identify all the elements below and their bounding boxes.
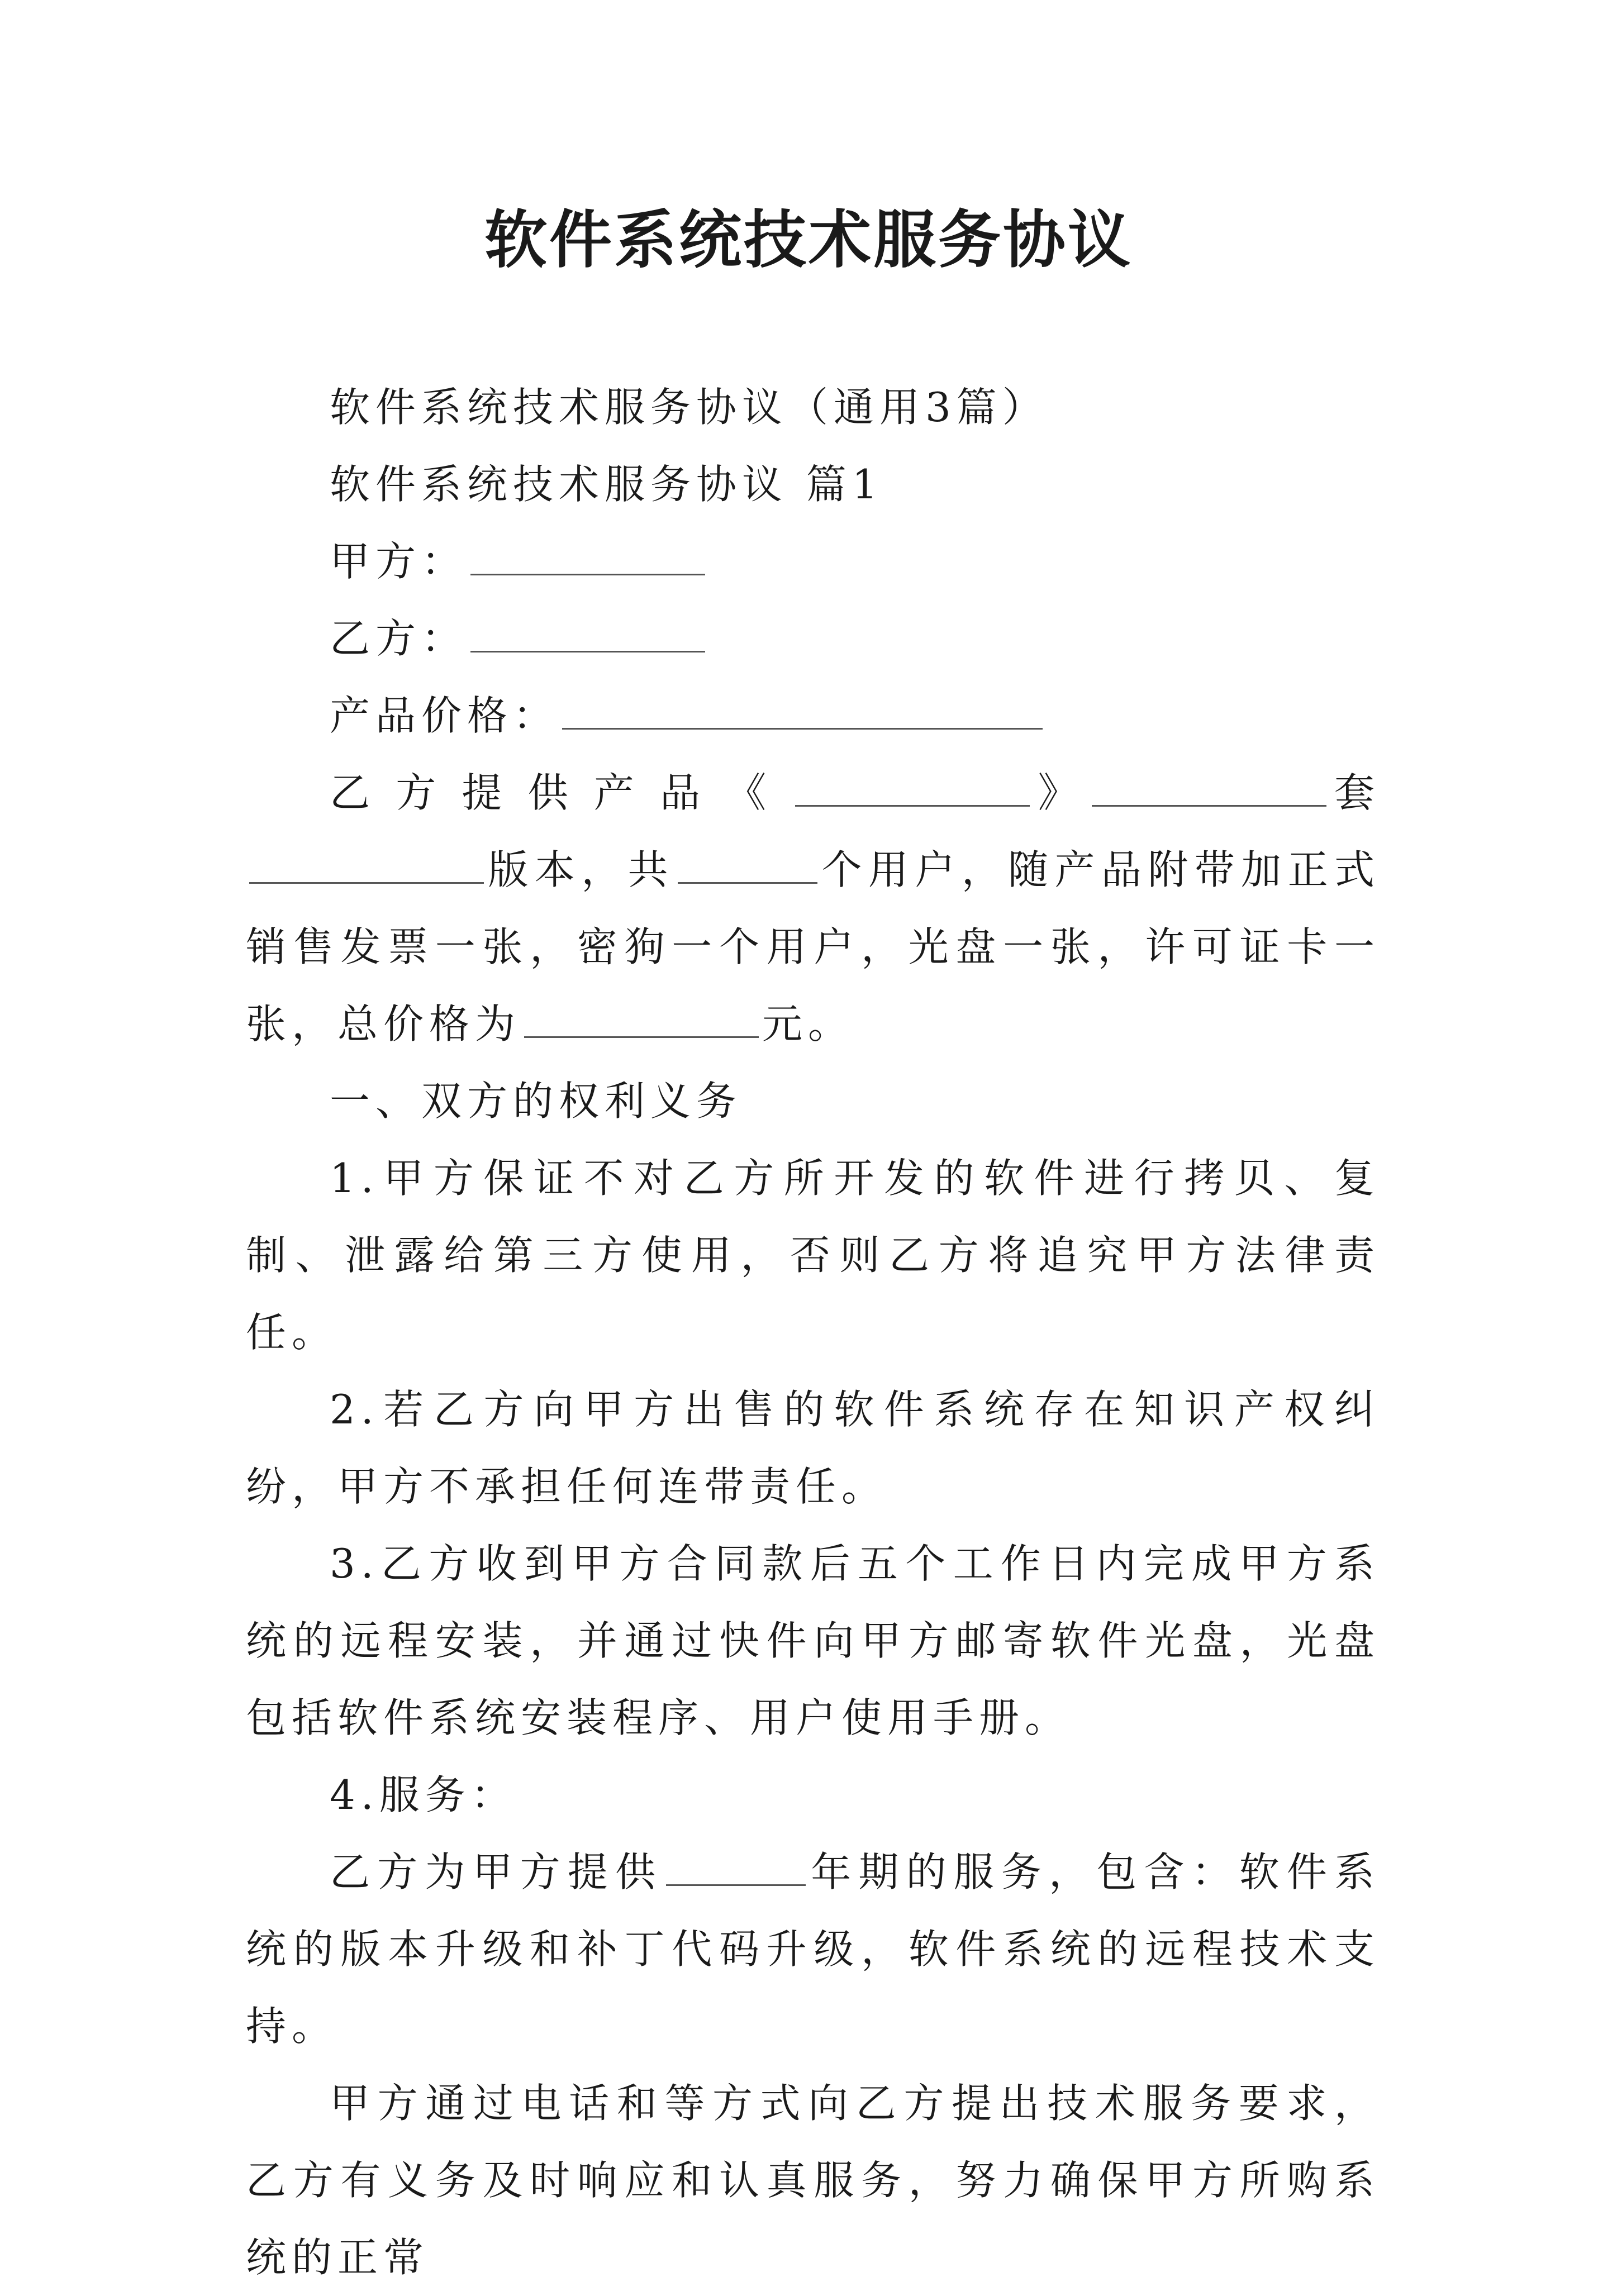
price-line [246, 677, 1380, 754]
item-1: 1.甲方保证不对乙方所开发的软件进行拷贝、复制、泄露给第三方使用，否则乙方将追究甲方法律责任。 [246, 1155, 1380, 1356]
product-version-blank[interactable] [249, 841, 484, 884]
product-name-blank[interactable] [795, 764, 1030, 807]
section-heading: 软件系统技术服务协议 篇1 [330, 461, 883, 508]
product-text-6: 元。 [762, 1001, 854, 1047]
product-text-2: 》 [1033, 769, 1088, 816]
subtitle: 软件系统技术服务协议（通用3篇） [330, 384, 1048, 431]
price-blank[interactable] [562, 687, 1043, 730]
item-2: 2.若乙方向甲方出售的软件系统存在知识产权纠纷，甲方不承担任何连带责任。 [246, 1386, 1380, 1510]
product-paragraph [246, 754, 1380, 1063]
party-a-blank[interactable] [470, 532, 705, 575]
product-text-1: 乙方提供产品《 [330, 769, 792, 816]
party-b-blank[interactable] [470, 609, 705, 652]
document-title: 软件系统技术服务协议 [484, 203, 1133, 277]
product-sets-blank[interactable] [1092, 764, 1326, 807]
party-a-label: 甲方： [330, 538, 468, 585]
product-text-3: 套 [1329, 769, 1380, 816]
user-count-blank[interactable] [678, 841, 817, 884]
service-text-2: 年期的服务，包含：软件系统的版本升级和补丁代码升级，软件系统的远程技术支持。 [246, 1849, 1380, 2050]
total-price-blank[interactable] [524, 995, 759, 1038]
last-paragraph: 甲方通过电话和等方式向乙方提出技术服务要求，乙方有义务及时响应和认真服务，努力确保甲方所购系统的正常 [246, 2080, 1380, 2281]
service-paragraph [246, 1833, 1380, 2065]
service-years-blank[interactable] [666, 1843, 806, 1886]
party-a-line [246, 523, 1380, 600]
heading-rights-obligations: 一、双方的权利义务 [330, 1078, 743, 1125]
document-body [246, 369, 1380, 2296]
item-4: 4.服务： [330, 1771, 517, 1818]
party-b-line [246, 600, 1380, 677]
product-text-5: 个用户，随产品附带加正式销售发票一张，密狗一个用户，光盘一张，许可证卡一张，总价格为 [246, 846, 1380, 1047]
item-3: 3.乙方收到甲方合同款后五个工作日内完成甲方系统的远程安装，并通过快件向甲方邮寄软件光盘，光盘包括软件系统安装程序、用户使用手册。 [246, 1540, 1380, 1741]
service-text-1: 乙方为甲方提供 [330, 1849, 663, 1895]
price-label: 产品价格： [330, 692, 559, 739]
party-b-label: 乙方： [330, 615, 468, 662]
product-text-4: 版本，共 [487, 846, 675, 893]
